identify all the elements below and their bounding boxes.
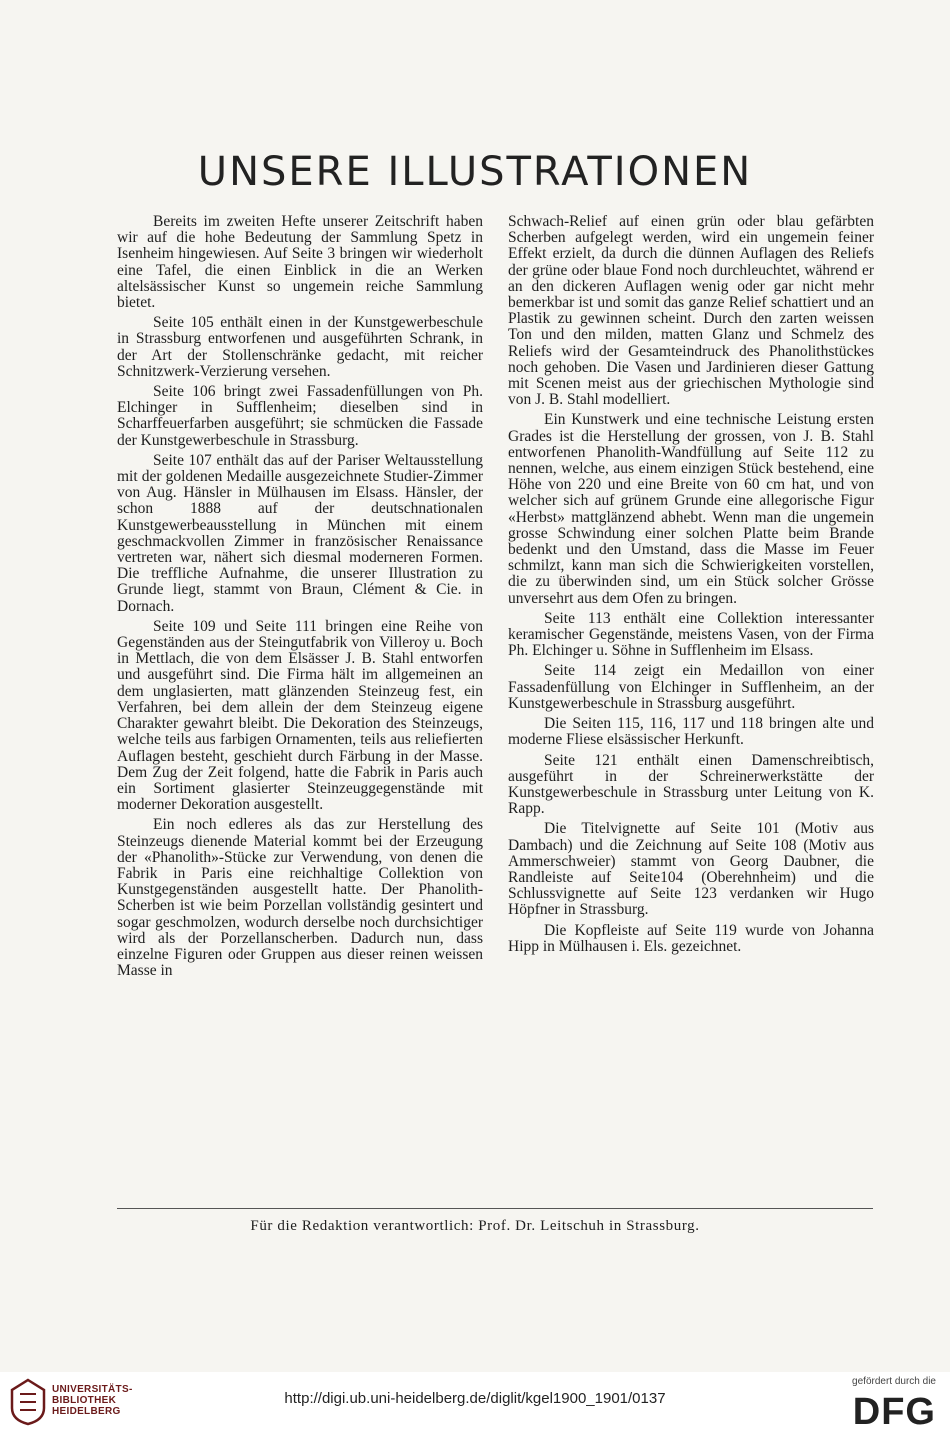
paragraph: Schwach-Relief auf einen grün oder blau gefärbten Scherben aufgelegt werden, wird ein ungemein feiner Effekt erzielt, da durch die dünnen Auflagen des Reliefs der grüne oder blaue Fond noch durchleuchtet, während er an den dickeren Auflagen wenig oder gar nicht mehr bemerkbar ist und somit das ganze Relief schattiert und an Plastik zu gewinnen scheint. Durch den zarten weissen Ton und den milden, matten Glanz und Schmelz des Reliefs wird der Gesamteindruck des Phanolithstückes noch gehoben. Die Vasen und Jardinieren dieser Gattung mit Scenen meist aus der griechischen Mythologie sind von J. B. Stahl modelliert. xyxy=(508,213,874,409)
left-column xyxy=(117,214,483,983)
library-name-line: HEIDELBERG xyxy=(52,1406,121,1417)
paragraph: Seite 121 enthält einen Damenschreibtisch, ausgeführt in der Schreinerwerkstätte der Kunstgewerbeschule in Strassburg unter Leitung von K. Rapp. xyxy=(508,751,874,818)
footer-divider xyxy=(117,1208,873,1209)
right-column xyxy=(508,214,874,959)
paragraph: Seite 106 bringt zwei Fassadenfüllungen von Ph. Elchinger in Sufflenheim; dieselben sind in Scharffeuerfarben ausgeführt; sie schmücken die Fassade der Kunstgewerbeschule in Strassburg. xyxy=(117,383,483,449)
page-title: UNSERE ILLUSTRATIONEN xyxy=(197,148,753,195)
library-name-line: UNIVERSITÄTS- xyxy=(52,1384,133,1395)
paragraph: Seite 114 zeigt ein Medaillon von einer Fassadenfüllung von Elchinger in Sufflenheim, an der Kunstgewerbeschule in Strassburg ausgeführt. xyxy=(508,662,874,712)
paragraph: Seite 107 enthält das auf der Pariser Weltausstellung mit der goldenen Medaille ausgezeichnete Studier-Zimmer von Aug. Hänsler in Mülhausen im Elsass. Hänsler, der schon 1888 auf der deutschnationalen Kunstgewerbeausstellung in München mit einem geschmackvollen Zimmer in französischer Renaissance vertreten war, nähert sich diesmal moderneren Formen. Die treffliche Aufnahme, die unserer Illustration zu Grunde liegt, stammt von Braun, Clément & Cie. in Dornach. xyxy=(117,451,483,615)
paragraph: Seite 109 und Seite 111 bringen eine Reihe von Gegenständen aus der Steingutfabrik von Villeroy u. Boch in Mettlach, die von dem Elsässer J. B. Stahl entworfen und ausgeführt sind. Die Firma hält im allgemeinen an dem unglasierten, matt glänzenden Steinzeug fest, ein Verfahren, bei dem allein der dem Steinzeug eigene Charakter gewahrt bleibt. Die Dekoration des Steinzeugs, welche teils aus farbigen Ornamenten, teils aus reliefierten Auflagen besteht, geschieht durch Färbung in der Masse. Dem Zug der Zeit folgend, hatte die Fabrik in Paris auch ein Sortiment glasierter Steinzeuggegenstände mit moderner Dekoration ausgestellt. xyxy=(117,617,483,814)
library-name-line: BIBLIOTHEK xyxy=(52,1395,117,1406)
paragraph: Ein Kunstwerk und eine technische Leistung ersten Grades ist die Herstellung der grossen, von J. B. Stahl entworfenen Phanolith-Wandfüllung auf Seite 112 zu nennen, welche, aus einem einzigen Stück bestehend, eine Höhe von 220 und eine Breite von 60 cm hat, und von welcher sich auf grünem Grunde eine allegorische Figur «Herbst» mattglänzend abhebt. Wenn man die ungemein grosse Schwindung einer solchen Platte beim Brande bedenkt und den Umstand, dass die Masse im Feuer schmilzt, kann man sich die Schwierigkeiten vorstellen, die zu überwinden sind, um ein Stück solcher Grösse unversehrt aus dem Ofen zu bringen. xyxy=(508,411,874,607)
funding-note: gefördert durch die xyxy=(852,1376,936,1387)
paragraph: Ein noch edleres als das zur Herstellung des Steinzeugs dienende Material kommt bei der Erzeugung der «Phanolith»-Stücke zur Verwendung, von denen die Fabrik in Paris eine reichhaltige Collektion von Kunstgegenständen ausgestellt hatte. Der Phanolith-Scherben ist wie beim Porzellan vollständig gesintert und sogar geschmolzen, wodurch derselbe noch durchsichtiger wird als der Porzellanscherben. Dadurch nun, dass einzelne Figuren oder Gruppen aus dieser reinen weissen Masse in xyxy=(117,816,483,980)
paragraph: Die Kopfleiste auf Seite 119 wurde von Johanna Hipp in Mülhausen i. Els. gezeichnet. xyxy=(508,921,874,955)
source-url-link[interactable]: http://digi.ub.uni-heidelberg.de/diglit/kgel1900_1901/0137 xyxy=(284,1390,666,1407)
editorial-footer: Für die Redaktion verantwortlich: Prof. Dr. Leitschuh in Strassburg. xyxy=(250,1218,700,1234)
dfg-logo: DFG xyxy=(852,1391,936,1433)
paragraph: Die Titelvignette auf Seite 101 (Motiv aus Dambach) und die Zeichnung auf Seite 108 (Motiv aus Ammerschweier) stammt von Georg Daubner, die Randleiste auf Seite104 (Oberehnheim) und die Schlussvignette auf Seite 123 verdanken wir Hugo Höpfner in Strassburg. xyxy=(508,820,874,919)
paragraph: Seite 113 enthält eine Collektion interessanter keramischer Gegenstände, meistens Vasen, von der Firma Ph. Elchinger u. Söhne in Sufflenheim im Elsass. xyxy=(508,609,874,660)
paragraph: Die Seiten 115, 116, 117 und 118 bringen alte und moderne Fliese elsässischer Herkunft. xyxy=(508,715,874,749)
paragraph: Seite 105 enthält einen in der Kunstgewerbeschule in Strassburg entworfenen und ausgeführten Schrank, in der Art der Stollenschränke gedacht, mit reicher Schnitzwerk-Verzierung versehen. xyxy=(117,314,483,380)
paragraph: Bereits im zweiten Hefte unserer Zeitschrift haben wir auf die hohe Bedeutung der Sammlung Spetz in Isenheim hingewiesen. Auf Seite 3 bringen wir wiederholt eine Tafel, die einen Einblick in die an Werken altelsässischer Kunst so ungemein reiche Sammlung bietet. xyxy=(117,213,483,312)
